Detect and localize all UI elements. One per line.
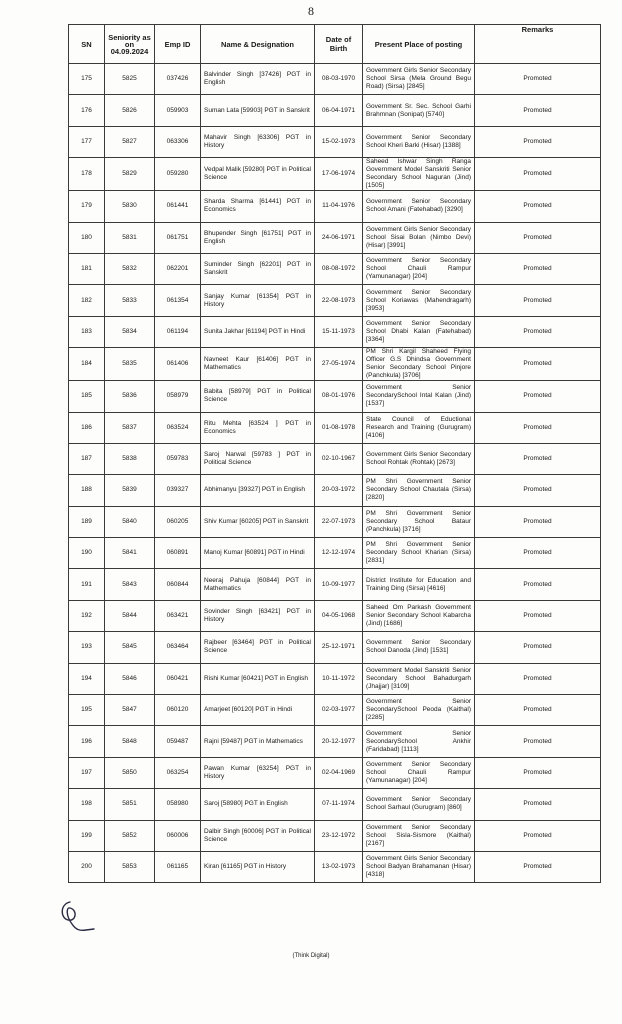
cell-emp-id: 060205: [155, 506, 201, 537]
cell-remarks: Promoted: [475, 348, 601, 381]
col-header-name: Name & Designation: [201, 25, 315, 64]
cell-posting: Saheed Om Parkash Government Senior Secondary School Kabarcha (Jind) [1686]: [363, 600, 475, 631]
cell-sn: 179: [69, 191, 105, 222]
cell-sn: 180: [69, 222, 105, 253]
col-header-seniority: Seniority as on 04.09.2024: [105, 25, 155, 64]
cell-dob: 20-03-1972: [315, 475, 363, 506]
cell-name-designation: Sharda Sharma [61441] PGT in Economics: [201, 191, 315, 222]
cell-remarks: Promoted: [475, 569, 601, 600]
cell-dob: 23-12-1972: [315, 820, 363, 851]
cell-sn: 188: [69, 475, 105, 506]
cell-posting: PM Shri Government Senior Secondary School Chautala (Sirsa) [2820]: [363, 475, 475, 506]
cell-seniority: 5837: [105, 412, 155, 443]
table-row: [69, 569, 601, 600]
cell-posting: PM Shri Government Senior Secondary School Kharian (Sirsa) [2831]: [363, 538, 475, 569]
table-row: [69, 538, 601, 569]
cell-seniority: 5835: [105, 348, 155, 381]
cell-name-designation: Sanjay Kumar [61354] PGT in History: [201, 285, 315, 316]
table-row: [69, 285, 601, 316]
table-row: [69, 789, 601, 820]
cell-seniority: 5825: [105, 64, 155, 95]
cell-emp-id: 059783: [155, 443, 201, 474]
cell-sn: 189: [69, 506, 105, 537]
table-row: [69, 632, 601, 663]
cell-seniority: 5841: [105, 538, 155, 569]
cell-name-designation: Neeraj Pahuja [60844] PGT in Mathematics: [201, 569, 315, 600]
cell-posting: Government Girls Senior Secondary School Sirsa (Mela Ground Begu Road) (Sirsa) [2845]: [363, 64, 475, 95]
cell-name-designation: Balvinder Singh [37426] PGT in English: [201, 64, 315, 95]
cell-seniority: 5834: [105, 316, 155, 347]
cell-seniority: 5840: [105, 506, 155, 537]
cell-sn: 194: [69, 663, 105, 694]
cell-sn: 183: [69, 316, 105, 347]
cell-name-designation: Saroj [58980] PGT in English: [201, 789, 315, 820]
cell-name-designation: Dalbir Singh [60006] PGT in Political Science: [201, 820, 315, 851]
cell-sn: 182: [69, 285, 105, 316]
cell-posting: Government Girls Senior Secondary School Sisai Bolan (Nimbo Devi) (Hisar) [3991]: [363, 222, 475, 253]
cell-posting: Government Senior Secondary School Kheri Barki (Hisar) [1388]: [363, 126, 475, 157]
cell-seniority: 5832: [105, 253, 155, 284]
cell-name-designation: Navneet Kaur [61406] PGT in Mathematics: [201, 348, 315, 381]
cell-name-designation: Abhimanyu [39327] PGT in English: [201, 475, 315, 506]
table-row: [69, 475, 601, 506]
cell-remarks: Promoted: [475, 95, 601, 126]
col-header-emp-id: Emp ID: [155, 25, 201, 64]
cell-remarks: Promoted: [475, 158, 601, 191]
cell-posting: Government Girls Senior Secondary School Badyan Brahamanan (Hisar) [4318]: [363, 851, 475, 882]
cell-sn: 191: [69, 569, 105, 600]
cell-sn: 195: [69, 695, 105, 726]
table-row: [69, 443, 601, 474]
cell-remarks: Promoted: [475, 412, 601, 443]
cell-remarks: Promoted: [475, 820, 601, 851]
cell-emp-id: 061354: [155, 285, 201, 316]
cell-dob: 24-06-1971: [315, 222, 363, 253]
cell-name-designation: Suman Lata [59903] PGT in Sanskrit: [201, 95, 315, 126]
cell-sn: 187: [69, 443, 105, 474]
cell-name-designation: Shiv Kumar [60205] PGT in Sanskrit: [201, 506, 315, 537]
cell-seniority: 5839: [105, 475, 155, 506]
cell-seniority: 5850: [105, 757, 155, 788]
cell-dob: 02-10-1967: [315, 443, 363, 474]
cell-sn: 196: [69, 726, 105, 757]
cell-posting: Government Senior Secondary School Chauli Rampur (Yamunanagar) [204]: [363, 253, 475, 284]
cell-emp-id: 059903: [155, 95, 201, 126]
page-number: 8: [308, 4, 314, 18]
cell-dob: 15-02-1973: [315, 126, 363, 157]
cell-remarks: Promoted: [475, 506, 601, 537]
cell-name-designation: Rajni [59487] PGT in Mathematics: [201, 726, 315, 757]
table-row: [69, 663, 601, 694]
cell-seniority: 5833: [105, 285, 155, 316]
cell-seniority: 5843: [105, 569, 155, 600]
cell-posting: Government Senior Secondary School Dhabi Kalan (Fatehabad) [3364]: [363, 316, 475, 347]
cell-remarks: Promoted: [475, 789, 601, 820]
col-header-dob: Date of Birth: [315, 25, 363, 64]
cell-remarks: Promoted: [475, 64, 601, 95]
cell-posting: Government Senior SecondarySchool Ankhir (Faridabad) [1113]: [363, 726, 475, 757]
cell-posting: Government Girls Senior Secondary School Rohtak (Rohtak) [2673]: [363, 443, 475, 474]
table-row: [69, 95, 601, 126]
cell-name-designation: Rishi Kumar [60421] PGT in English: [201, 663, 315, 694]
promotion-table: [68, 24, 601, 883]
cell-name-designation: Sovinder Singh [63421] PGT in History: [201, 600, 315, 631]
cell-remarks: Promoted: [475, 851, 601, 882]
cell-sn: 190: [69, 538, 105, 569]
cell-seniority: 5830: [105, 191, 155, 222]
cell-emp-id: 060844: [155, 569, 201, 600]
cell-emp-id: 060891: [155, 538, 201, 569]
cell-seniority: 5836: [105, 381, 155, 412]
cell-name-designation: Vedpal Malik [59280] PGT in Political Science: [201, 158, 315, 191]
cell-emp-id: 058979: [155, 381, 201, 412]
col-header-posting: Present Place of posting: [363, 25, 475, 64]
table-row: [69, 757, 601, 788]
signature-mark: [56, 898, 96, 934]
table-row: [69, 253, 601, 284]
cell-remarks: Promoted: [475, 695, 601, 726]
cell-remarks: Promoted: [475, 475, 601, 506]
cell-emp-id: 061194: [155, 316, 201, 347]
table-row: [69, 381, 601, 412]
cell-remarks: Promoted: [475, 757, 601, 788]
cell-name-designation: Sunita Jakhar [61194] PGT in Hindi: [201, 316, 315, 347]
cell-dob: 15-11-1973: [315, 316, 363, 347]
cell-dob: 10-11-1972: [315, 663, 363, 694]
cell-remarks: Promoted: [475, 538, 601, 569]
cell-emp-id: 061406: [155, 348, 201, 381]
cell-posting: Government Senior Secondary School Sisla-Sismore (Kaithal) [2167]: [363, 820, 475, 851]
cell-remarks: Promoted: [475, 126, 601, 157]
cell-dob: 12-12-1974: [315, 538, 363, 569]
cell-sn: 192: [69, 600, 105, 631]
cell-seniority: 5844: [105, 600, 155, 631]
cell-sn: 200: [69, 851, 105, 882]
cell-posting: Government Model Sanskriti Senior Secondary School Bahadurgarh (Jhajjar) [3109]: [363, 663, 475, 694]
cell-dob: 08-08-1972: [315, 253, 363, 284]
cell-remarks: Promoted: [475, 191, 601, 222]
table-body: [69, 64, 601, 883]
cell-dob: 25-12-1971: [315, 632, 363, 663]
cell-sn: 199: [69, 820, 105, 851]
cell-posting: Government Senior Secondary School Sarhaul (Gurugram) [860]: [363, 789, 475, 820]
cell-seniority: 5846: [105, 663, 155, 694]
cell-name-designation: Kiran [61165] PGT in History: [201, 851, 315, 882]
cell-seniority: 5845: [105, 632, 155, 663]
cell-dob: 02-04-1969: [315, 757, 363, 788]
cell-posting: Government Senior Secondary School Koriawas (Mahendragarh) [3953]: [363, 285, 475, 316]
table-row: [69, 851, 601, 882]
cell-emp-id: 061441: [155, 191, 201, 222]
cell-dob: 22-08-1973: [315, 285, 363, 316]
cell-seniority: 5847: [105, 695, 155, 726]
cell-name-designation: Rajbeer [63464] PGT in Political Science: [201, 632, 315, 663]
cell-sn: 186: [69, 412, 105, 443]
cell-name-designation: Suminder Singh [62201] PGT in Sanskrit: [201, 253, 315, 284]
cell-remarks: Promoted: [475, 381, 601, 412]
cell-sn: 175: [69, 64, 105, 95]
table-row: [69, 64, 601, 95]
cell-seniority: 5829: [105, 158, 155, 191]
table-row: [69, 126, 601, 157]
cell-dob: 06-04-1971: [315, 95, 363, 126]
cell-seniority: 5826: [105, 95, 155, 126]
cell-emp-id: 061165: [155, 851, 201, 882]
table-row: [69, 158, 601, 191]
table-header-row: [69, 25, 601, 64]
cell-dob: 20-12-1977: [315, 726, 363, 757]
cell-remarks: Promoted: [475, 443, 601, 474]
footer-note: (Think Digital): [292, 953, 330, 959]
cell-emp-id: 059487: [155, 726, 201, 757]
cell-name-designation: Manoj Kumar [60891] PGT in Hindi: [201, 538, 315, 569]
table-row: [69, 222, 601, 253]
cell-emp-id: 059280: [155, 158, 201, 191]
cell-dob: 01-08-1978: [315, 412, 363, 443]
cell-dob: 08-01-1976: [315, 381, 363, 412]
cell-posting: Government Senior Secondary School Amani (Fatehabad) [3290]: [363, 191, 475, 222]
cell-emp-id: 063464: [155, 632, 201, 663]
table-row: [69, 600, 601, 631]
cell-remarks: Promoted: [475, 222, 601, 253]
cell-seniority: 5838: [105, 443, 155, 474]
cell-seniority: 5831: [105, 222, 155, 253]
table-row: [69, 316, 601, 347]
cell-sn: 177: [69, 126, 105, 157]
table-row: [69, 348, 601, 381]
col-header-remarks: Remarks: [475, 25, 601, 64]
cell-name-designation: Ritu Mehta [63524 ] PGT in Economics: [201, 412, 315, 443]
cell-seniority: 5853: [105, 851, 155, 882]
cell-emp-id: 060421: [155, 663, 201, 694]
cell-name-designation: Mahavir Singh [63306] PGT in History: [201, 126, 315, 157]
cell-sn: 198: [69, 789, 105, 820]
cell-sn: 178: [69, 158, 105, 191]
cell-sn: 197: [69, 757, 105, 788]
cell-emp-id: 039327: [155, 475, 201, 506]
cell-emp-id: 058980: [155, 789, 201, 820]
cell-dob: 10-09-1977: [315, 569, 363, 600]
cell-remarks: Promoted: [475, 663, 601, 694]
cell-emp-id: 063524: [155, 412, 201, 443]
cell-emp-id: 037426: [155, 64, 201, 95]
cell-remarks: Promoted: [475, 600, 601, 631]
cell-posting: Government Sr. Sec. School Garhi Brahmnan (Sonipat) [5740]: [363, 95, 475, 126]
cell-posting: Government Senior SecondarySchool Intal Kalan (Jind) [1537]: [363, 381, 475, 412]
table-row: [69, 695, 601, 726]
cell-sn: 176: [69, 95, 105, 126]
cell-seniority: 5851: [105, 789, 155, 820]
cell-remarks: Promoted: [475, 726, 601, 757]
cell-remarks: Promoted: [475, 632, 601, 663]
cell-seniority: 5852: [105, 820, 155, 851]
cell-remarks: Promoted: [475, 253, 601, 284]
cell-remarks: Promoted: [475, 285, 601, 316]
cell-sn: 185: [69, 381, 105, 412]
cell-emp-id: 063421: [155, 600, 201, 631]
table-row: [69, 191, 601, 222]
cell-posting: State Council of Eductional Research and Training (Gurugram) [4106]: [363, 412, 475, 443]
cell-emp-id: 061751: [155, 222, 201, 253]
cell-posting: Government Senior SecondarySchool Peoda (Kaithal) [2285]: [363, 695, 475, 726]
table-row: [69, 726, 601, 757]
cell-dob: 02-03-1977: [315, 695, 363, 726]
cell-dob: 13-02-1973: [315, 851, 363, 882]
cell-emp-id: 060006: [155, 820, 201, 851]
cell-emp-id: 060120: [155, 695, 201, 726]
cell-name-designation: Saroj Narwal [59783 ] PGT in Political Science: [201, 443, 315, 474]
table-row: [69, 820, 601, 851]
cell-name-designation: Pawan Kumar [63254] PGT in History: [201, 757, 315, 788]
cell-posting: District Institute for Education and Training Ding (Sirsa) [4616]: [363, 569, 475, 600]
cell-dob: 22-07-1973: [315, 506, 363, 537]
cell-dob: 08-03-1970: [315, 64, 363, 95]
cell-emp-id: 063306: [155, 126, 201, 157]
cell-posting: Government Senior Secondary School Chauli Rampur (Yamunanagar) [204]: [363, 757, 475, 788]
cell-emp-id: 063254: [155, 757, 201, 788]
cell-name-designation: Babita [58979] PGT in Political Science: [201, 381, 315, 412]
cell-posting: Government Senior Secondary School Danoda (Jind) [1531]: [363, 632, 475, 663]
cell-emp-id: 062201: [155, 253, 201, 284]
cell-dob: 04-05-1968: [315, 600, 363, 631]
cell-sn: 193: [69, 632, 105, 663]
table-row: [69, 412, 601, 443]
cell-dob: 27-05-1974: [315, 348, 363, 381]
cell-name-designation: Amarjeet [60120] PGT in Hindi: [201, 695, 315, 726]
cell-posting: Saheed Ishwar Singh Ranga Government Model Sanskriti Senior Secondary School Naguran (Jind) [1505]: [363, 158, 475, 191]
cell-posting: PM Shri Government Senior Secondary School Bataur (Panchkula) [3716]: [363, 506, 475, 537]
cell-sn: 181: [69, 253, 105, 284]
cell-seniority: 5827: [105, 126, 155, 157]
cell-dob: 07-11-1974: [315, 789, 363, 820]
cell-posting: PM Shri Kargil Shaheed Flying Officer G.S Dhindsa Government Senior Secondary School Pinjore (Panchkula) [3706]: [363, 348, 475, 381]
cell-dob: 11-04-1976: [315, 191, 363, 222]
cell-seniority: 5848: [105, 726, 155, 757]
cell-name-designation: Bhupender Singh [61751] PGT in English: [201, 222, 315, 253]
cell-dob: 17-06-1974: [315, 158, 363, 191]
cell-sn: 184: [69, 348, 105, 381]
col-header-sn: SN: [69, 25, 105, 64]
table-row: [69, 506, 601, 537]
cell-remarks: Promoted: [475, 316, 601, 347]
